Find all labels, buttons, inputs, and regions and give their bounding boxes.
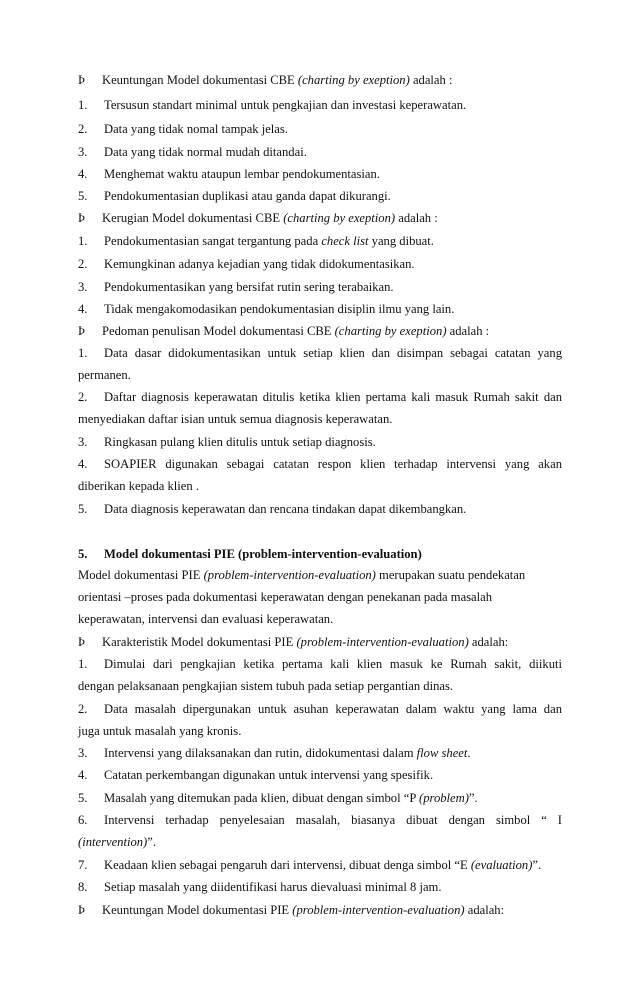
line-text: Data diagnosis keperawatan dan rencana tindakan dapat dikembangkan. <box>104 502 467 516</box>
line-text: Pendokumentasian duplikasi atau ganda dapat dikurangi. <box>104 189 391 203</box>
text-line <box>78 166 562 182</box>
text-line <box>78 656 562 672</box>
line-text: diberikan kepada klien . <box>78 479 199 493</box>
text-line <box>78 256 562 272</box>
bullet-marker: Þ <box>78 211 86 225</box>
list-number: 5. <box>78 791 88 805</box>
list-number: 5. <box>78 547 88 561</box>
line-text: menyediakan daftar isian untuk semua diagnosis keperawatan. <box>78 412 393 426</box>
text-line <box>78 279 562 295</box>
text-line <box>78 144 562 160</box>
line-text: Daftar diagnosis keperawatan ditulis ketika klien pertama kali masuk Rumah sakit dan <box>104 390 562 404</box>
italic-term: (problem-intervention-evaluation) <box>296 635 469 649</box>
italic-term: (intervention) <box>78 835 148 849</box>
line-text: ”. <box>468 791 478 805</box>
line-text: adalah: <box>464 903 505 917</box>
text-line <box>78 634 562 650</box>
list-number: 2. <box>78 257 88 271</box>
text-line <box>78 678 562 694</box>
text-line <box>78 812 562 828</box>
line-text: Dimulai dari pengkajian ketika pertama kali klien masuk ke Rumah sakit, diikuti <box>104 657 562 671</box>
line-text: juga untuk masalah yang kronis. <box>78 724 242 738</box>
text-line <box>78 456 562 472</box>
line-text: ”. <box>147 835 156 849</box>
italic-term: (evaluation) <box>470 858 533 872</box>
text-line <box>78 879 562 895</box>
list-number: 6. <box>78 813 88 827</box>
line-text: Model dokumentasi PIE (problem-intervention-evaluation) <box>104 547 422 561</box>
line-text: Pendokumentasian sangat tergantung pada <box>104 234 322 248</box>
italic-term: (charting by exeption) <box>334 324 447 338</box>
list-number: 2. <box>78 702 88 716</box>
line-text: adalah : <box>446 324 490 338</box>
line-text: adalah : <box>409 73 453 87</box>
line-text: Pendokumentasikan yang bersifat rutin sering terabaikan. <box>104 280 394 294</box>
line-text: orientasi –proses pada dokumentasi keperawatan dengan penekanan pada masalah <box>78 590 493 604</box>
italic-term: (problem-intervention-evaluation) <box>203 568 376 582</box>
list-number: 3. <box>78 145 88 159</box>
line-text: SOAPIER digunakan sebagai catatan respon klien terhadap intervensi yang akan <box>104 457 562 471</box>
list-number: 5. <box>78 189 88 203</box>
italic-term: (problem-intervention-evaluation) <box>292 903 465 917</box>
list-number: 8. <box>78 880 88 894</box>
line-text: yang dibuat. <box>368 234 434 248</box>
list-number: 3. <box>78 280 88 294</box>
list-number: 1. <box>78 98 88 112</box>
line-text: Ringkasan pulang klien ditulis untuk setiap diagnosis. <box>104 435 376 449</box>
line-text: Menghemat waktu ataupun lembar pendokumentasian. <box>104 167 380 181</box>
line-text: . <box>467 746 471 760</box>
line-text: Tidak mengakomodasikan pendokumentasian disiplin ilmu yang lain. <box>104 302 455 316</box>
italic-term: (charting by exeption) <box>297 73 410 87</box>
list-number: 1. <box>78 346 88 360</box>
line-text: adalah: <box>468 635 509 649</box>
text-line <box>78 367 562 383</box>
text-line <box>78 301 562 317</box>
line-text: Setiap masalah yang diidentifikasi harus dievaluasi minimal 8 jam. <box>104 880 442 894</box>
text-line <box>78 567 562 583</box>
line-text: Tersusun standart minimal untuk pengkajian dan investasi keperawatan. <box>104 98 467 112</box>
text-line <box>78 478 562 494</box>
text-line <box>78 233 562 249</box>
line-text: permanen. <box>78 368 131 382</box>
line-text: Masalah yang ditemukan pada klien, dibuat dengan simbol “P <box>104 791 420 805</box>
italic-term: check list <box>321 234 369 248</box>
line-text: Model dokumentasi PIE <box>78 568 204 582</box>
text-line <box>78 767 562 783</box>
list-number: 5. <box>78 502 88 516</box>
text-line <box>78 857 562 873</box>
text-line <box>78 723 562 739</box>
text-line <box>78 745 562 761</box>
italic-term: flow sheet <box>416 746 468 760</box>
line-text: Kerugian Model dokumentasi CBE <box>102 211 284 225</box>
text-line <box>78 323 562 339</box>
line-text: merupakan suatu pendekatan <box>375 568 526 582</box>
bullet-marker: Þ <box>78 903 86 917</box>
line-text: Pedoman penulisan Model dokumentasi CBE <box>102 324 335 338</box>
line-text: keperawatan, intervensi dan evaluasi keperawatan. <box>78 612 334 626</box>
line-text: ”. <box>532 858 542 872</box>
line-text: Kemungkinan adanya kejadian yang tidak didokumentasikan. <box>104 257 415 271</box>
text-line <box>78 902 562 918</box>
text-line <box>78 790 562 806</box>
line-text: dengan pelaksanaan pengkajian sistem tubuh pada setiap pergantian dinas. <box>78 679 454 693</box>
text-line <box>78 434 562 450</box>
bullet-marker: Þ <box>78 73 86 87</box>
list-number: 2. <box>78 390 88 404</box>
text-line <box>78 97 562 113</box>
italic-term: (problem) <box>419 791 469 805</box>
text-line <box>78 701 562 717</box>
list-number: 1. <box>78 657 88 671</box>
text-line <box>78 121 562 137</box>
bullet-marker: Þ <box>78 635 86 649</box>
text-line <box>78 501 562 517</box>
text-line <box>78 72 562 88</box>
line-text: Keuntungan Model dokumentasi PIE <box>102 903 293 917</box>
line-text: Data masalah dipergunakan untuk asuhan keperawatan dalam waktu yang lama dan <box>104 702 562 716</box>
line-text: Data yang tidak normal mudah ditandai. <box>104 145 307 159</box>
list-number: 7. <box>78 858 88 872</box>
line-text: Data dasar didokumentasikan untuk setiap klien dan disimpan sebagai catatan yang <box>104 346 562 360</box>
bullet-marker: Þ <box>78 324 86 338</box>
text-line <box>78 210 562 226</box>
list-number: 4. <box>78 768 88 782</box>
list-number: 4. <box>78 167 88 181</box>
text-line <box>78 546 562 562</box>
list-number: 4. <box>78 457 88 471</box>
list-number: 3. <box>78 746 88 760</box>
list-number: 1. <box>78 234 88 248</box>
text-line <box>78 389 562 405</box>
list-number: 3. <box>78 435 88 449</box>
line-text: Data yang tidak nomal tampak jelas. <box>104 122 288 136</box>
list-number: 2. <box>78 122 88 136</box>
line-text: Intervensi terhadap penyelesaian masalah, biasanya dibuat dengan simbol “ I <box>104 813 562 827</box>
line-text: Intervensi yang dilaksanakan dan rutin, didokumentasi dalam <box>104 746 417 760</box>
line-text: Keadaan klien sebagai pengaruh dari intervensi, dibuat denga simbol “E <box>104 858 471 872</box>
text-line <box>78 834 562 850</box>
text-line <box>78 589 562 605</box>
italic-term: (charting by exeption) <box>283 211 396 225</box>
line-text: Catatan perkembangan digunakan untuk intervensi yang spesifik. <box>104 768 434 782</box>
line-text: Keuntungan Model dokumentasi CBE <box>102 73 298 87</box>
line-text: adalah : <box>395 211 438 225</box>
text-line <box>78 611 562 627</box>
text-line <box>78 188 562 204</box>
text-line <box>78 411 562 427</box>
text-line <box>78 345 562 361</box>
list-number: 4. <box>78 302 88 316</box>
line-text: Karakteristik Model dokumentasi PIE <box>102 635 297 649</box>
